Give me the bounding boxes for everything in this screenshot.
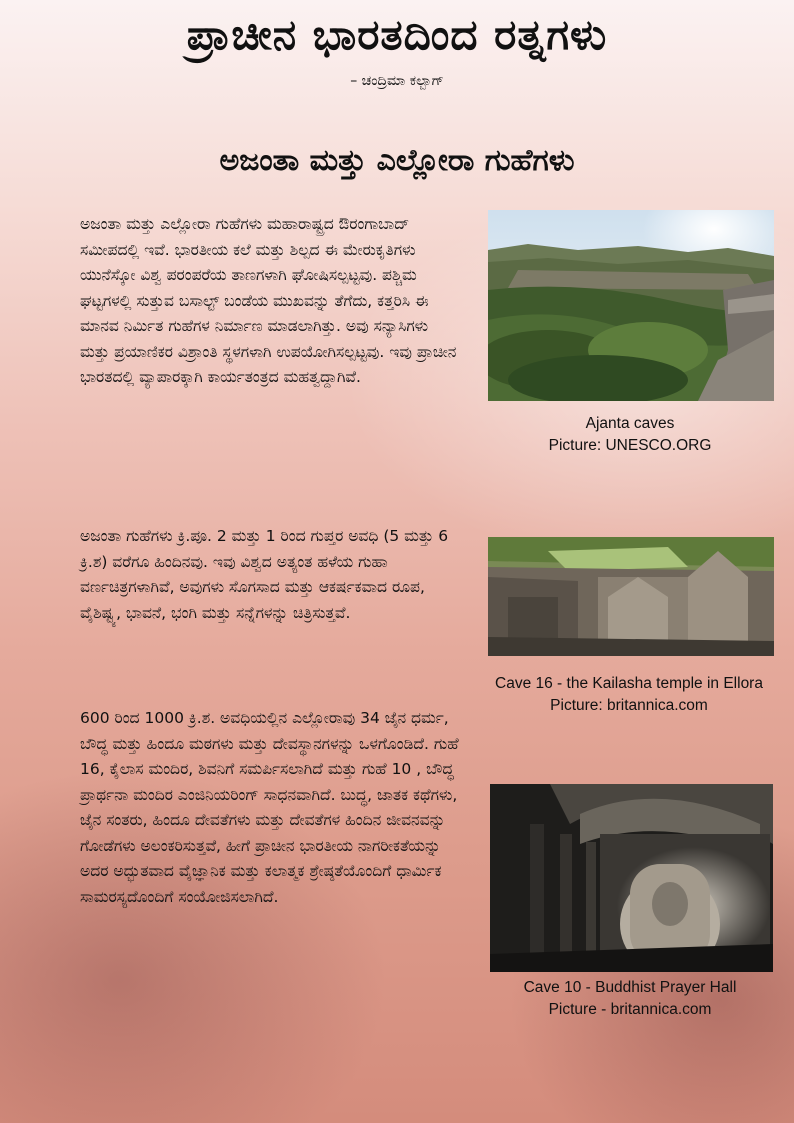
section-heading: ಅಜಂತಾ ಮತ್ತು ಎಲ್ಲೋರಾ ಗುಹೆಗಳು	[219, 143, 575, 178]
figure-caption-ajanta	[480, 413, 780, 457]
figure-caption-kailasha	[470, 673, 788, 717]
ajanta-caves-photo	[488, 210, 774, 401]
caption-credit: Picture - britannica.com	[548, 1001, 712, 1018]
document-title: ಪ್ರಾಚೀನ ಭಾರತದಿಂದ ರತ್ನಗಳು	[186, 10, 608, 59]
caption-title: Cave 10 - Buddhist Prayer Hall	[523, 979, 737, 996]
paragraph-ellora: 600 ರಿಂದ 1000 ಕ್ರಿ.ಶ. ಅವಧಿಯಲ್ಲಿನ ಎಲ್ಲೋರಾವು 34 ಜೈನ ಧರ್ಮ, ಬೌದ್ಧ ಮತ್ತು ಹಿಂದೂ ಮಠಗಳು ಮತ್ತು ದೇವಸ್ಥಾನಗಳನ್ನು ಒಳಗೊಂಡಿದೆ. ಗುಹೆ 16, ಕೈಲಾಸ ಮಂದಿರ, ಶಿವನಿಗೆ ಸಮರ್ಪಿಸಲಾಗಿದೆ ಮತ್ತು ಗುಹೆ 10 , ಬೌದ್ಧ ಪ್ರಾರ್ಥನಾ ಮಂದಿರ ಎಂಜಿನಿಯರಿಂಗ್ ಸಾಧನವಾಗಿದೆ. ಬುದ್ಧ, ಜಾತಕ ಕಥೆಗಳು, ಜೈನ ಸಂತರು, ಹಿಂದೂ ದೇವತೆಗಳು ಮತ್ತು ದೇವತೆಗಳ ಹಿಂದಿನ ಜೀವನವನ್ನು ಗೋಡೆಗಳು ಅಲಂಕರಿಸುತ್ತವೆ, ಹೀಗೆ ಪ್ರಾಚೀನ ಭಾರತೀಯ ನಾಗರೀಕತೆಯನ್ನು ಅದರ ಅದ್ಭುತವಾದ ವೈಜ್ಞಾನಿಕ ಮತ್ತು ಕಲಾತ್ಮಕ ಶ್ರೇಷ್ಠತೆಯೊಂದಿಗೆ ಧಾರ್ಮಿಕ ಸಾಮರಸ್ಯದೊಂದಿಗೆ ಸಂಯೋಜಿಸಲಾಗಿದೆ.	[80, 709, 459, 906]
author-byline: – ಚಂದ್ರಿಮಾ ಕಲ್ಬಾಗ್	[350, 73, 444, 89]
paragraph-intro: ಅಜಂತಾ ಮತ್ತು ಎಲ್ಲೋರಾ ಗುಹೆಗಳು ಮಹಾರಾಷ್ಟ್ರದ ಔರಂಗಾಬಾದ್ ಸಮೀಪದಲ್ಲಿ ಇವೆ. ಭಾರತೀಯ ಕಲೆ ಮತ್ತು ಶಿಲ್ಪದ ಈ ಮೇರುಕೃತಿಗಳು ಯುನೆಸ್ಕೋ ವಿಶ್ವ ಪರಂಪರೆಯ ತಾಣಗಳಾಗಿ ಘೋಷಿಸಲ್ಪಟ್ಟವು. ಪಶ್ಚಿಮ ಘಟ್ಟಗಳಲ್ಲಿ ಸುತ್ತುವ ಬಸಾಲ್ಟ್ ಬಂಡೆಯ ಮುಖವನ್ನು ತೆಗೆದು, ಕತ್ತರಿಸಿ ಈ ಮಾನವ ನಿರ್ಮಿತ ಗುಹೆಗಳ ನಿರ್ಮಾಣ ಮಾಡಲಾಗಿತ್ತು. ಅವು ಸನ್ಯಾಸಿಗಳು ಮತ್ತು ಪ್ರಯಾಣಿಕರ ವಿಶ್ರಾಂತಿ ಸ್ಥಳಗಳಾಗಿ ಉಪಯೋಗಿಸಲ್ಪಟ್ಟವು. ಇವು ಪ್ರಾಚೀನ ಭಾರತದಲ್ಲಿ ವ್ಯಾಪಾರಕ್ಕಾಗಿ ಕಾರ್ಯತಂತ್ರದ ಮಹತ್ವದ್ದಾಗಿವೆ.	[80, 215, 457, 386]
kailasha-temple-photo	[488, 537, 774, 656]
figure-caption-prayer-hall	[480, 977, 780, 1021]
prayer-hall-photo	[490, 784, 773, 972]
caption-credit: Picture: britannica.com	[550, 697, 708, 714]
paragraph-ajanta: ಅಜಂತಾ ಗುಹೆಗಳು ಕ್ರಿ.ಪೂ. 2 ಮತ್ತು 1 ರಿಂದ ಗುಪ್ತರ ಅವಧಿ (5 ಮತ್ತು 6 ಕ್ರಿ.ಶ) ವರೆಗೂ ಹಿಂದಿನವು. ಇವು ವಿಶ್ವದ ಅತ್ಯಂತ ಹಳೆಯ ಗುಹಾ ವರ್ಣಚಿತ್ರಗಳಾಗಿವೆ, ಅವುಗಳು ಸೊಗಸಾದ ಮತ್ತು ಆಕರ್ಷಕವಾದ ರೂಪ, ವೈಶಿಷ್ಟ್ಯ, ಭಾವನೆ, ಭಂಗಿ ಮತ್ತು ಸನ್ನೆಗಳನ್ನು ಚಿತ್ರಿಸುತ್ತವೆ.	[80, 527, 449, 622]
caption-title: Ajanta caves	[585, 415, 675, 432]
caption-title: Cave 16 - the Kailasha temple in Ellora	[495, 675, 763, 692]
caption-credit: Picture: UNESCO.ORG	[548, 437, 712, 454]
